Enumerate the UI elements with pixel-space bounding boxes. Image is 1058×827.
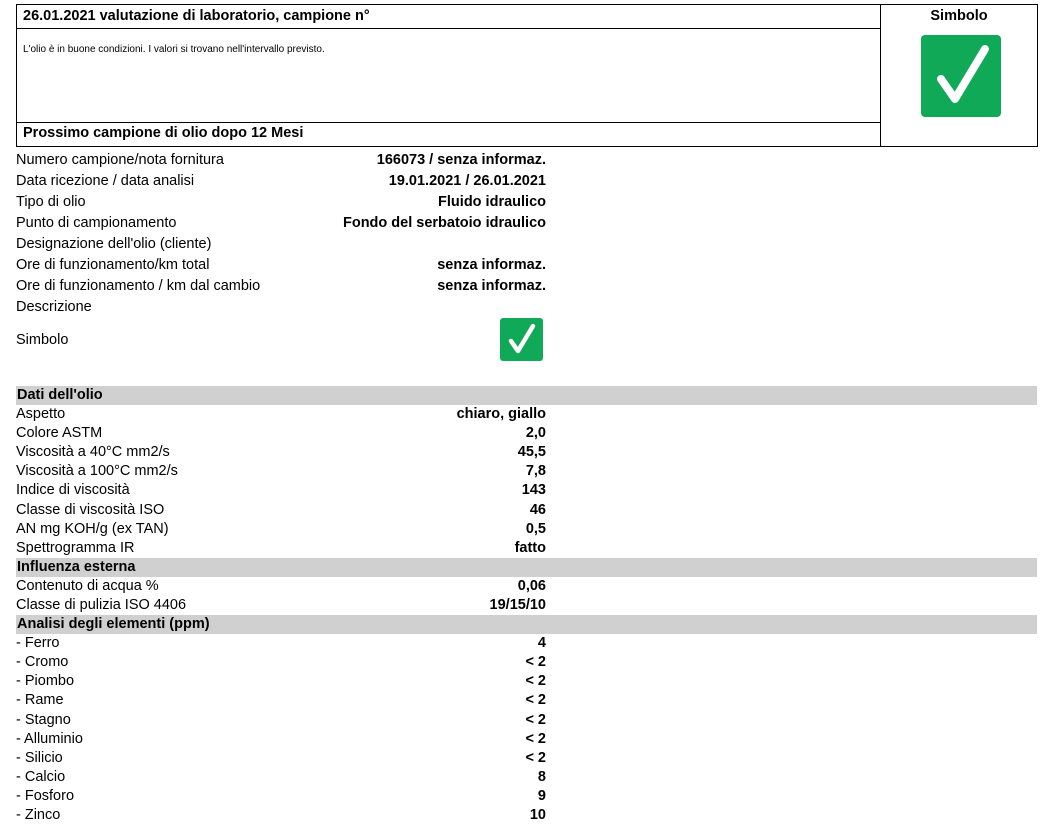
row-value: 10 xyxy=(529,807,546,823)
table-row xyxy=(16,577,546,596)
info-label: Simbolo xyxy=(16,332,69,348)
row-value: 143 xyxy=(521,482,546,498)
table-row xyxy=(16,711,546,730)
info-label: Ore di funzionamento/km total xyxy=(16,257,210,273)
info-label: Numero campione/nota fornitura xyxy=(16,152,224,168)
symbol-panel xyxy=(880,4,1038,147)
green-checkmark-icon xyxy=(921,35,1001,117)
info-label: Designazione dell'olio (cliente) xyxy=(16,236,212,252)
row-label: - Stagno xyxy=(16,712,71,728)
table-row xyxy=(16,787,546,806)
info-value: 166073 / senza informaz. xyxy=(376,152,546,168)
row-value: 2,0 xyxy=(525,425,546,441)
row-value: < 2 xyxy=(525,750,546,766)
row-label: Indice di viscosità xyxy=(16,482,130,498)
row-label: - Alluminio xyxy=(16,731,83,747)
table-row xyxy=(16,806,546,825)
row-value: 8 xyxy=(537,769,546,785)
row-label: - Cromo xyxy=(16,654,69,670)
row-value: < 2 xyxy=(525,712,546,728)
row-label: - Silicio xyxy=(16,750,63,766)
info-value: senza informaz. xyxy=(437,257,546,273)
info-row-sampling-point xyxy=(16,215,546,236)
table-row xyxy=(16,634,546,653)
table-row xyxy=(16,424,546,443)
row-label: AN mg KOH/g (ex TAN) xyxy=(16,521,169,537)
row-label: - Piombo xyxy=(16,673,75,689)
table-row xyxy=(16,501,546,520)
info-row-description xyxy=(16,299,546,320)
row-value: chiaro, giallo xyxy=(456,406,546,422)
assessment-message: L'olio è in buone condizioni. I valori si trovano nell'intervallo previsto. xyxy=(16,28,881,124)
row-value: 7,8 xyxy=(525,463,546,479)
table-row xyxy=(16,539,546,558)
row-value: < 2 xyxy=(525,673,546,689)
table-row xyxy=(16,520,546,539)
row-value: 4 xyxy=(537,635,546,651)
row-value: 0,06 xyxy=(517,578,546,594)
table-row xyxy=(16,462,546,481)
info-label: Descrizione xyxy=(16,299,92,315)
symbol-title: Simbolo xyxy=(930,8,988,24)
info-label: Ore di funzionamento / km dal cambio xyxy=(16,278,261,294)
report-title: 26.01.2021 valutazione di laboratorio, campione n° xyxy=(16,4,881,29)
row-label: - Rame xyxy=(16,692,64,708)
row-label: Spettrogramma IR xyxy=(16,540,135,556)
row-value: fatto xyxy=(514,540,546,556)
table-row xyxy=(16,749,546,768)
section-header-oil-data: Dati dell'olio xyxy=(16,386,1037,405)
row-label: Aspetto xyxy=(16,406,66,422)
table-row xyxy=(16,596,546,615)
info-label: Punto di campionamento xyxy=(16,215,177,231)
row-value: < 2 xyxy=(525,692,546,708)
row-value: 0,5 xyxy=(525,521,546,537)
row-label: Classe di pulizia ISO 4406 xyxy=(16,597,187,613)
next-sample-note: Prossimo campione di olio dopo 12 Mesi xyxy=(16,122,881,147)
row-label: - Zinco xyxy=(16,807,61,823)
info-row-hours-since-change xyxy=(16,278,546,299)
table-row xyxy=(16,691,546,710)
info-row-sample-number xyxy=(16,152,546,173)
info-row-symbol xyxy=(16,332,546,353)
row-label: - Ferro xyxy=(16,635,60,651)
info-row-oil-designation xyxy=(16,236,546,257)
row-label: Classe di viscosità ISO xyxy=(16,502,165,518)
table-row xyxy=(16,443,546,462)
row-label: Viscosità a 40°C mm2/s xyxy=(16,444,170,460)
table-row xyxy=(16,405,546,424)
table-row xyxy=(16,730,546,749)
info-value: Fondo del serbatoio idraulico xyxy=(342,215,546,231)
info-value: Fluido idraulico xyxy=(438,194,546,210)
info-label: Data ricezione / data analisi xyxy=(16,173,195,189)
row-value: < 2 xyxy=(525,731,546,747)
row-value: 45,5 xyxy=(517,444,546,460)
info-row-oil-type xyxy=(16,194,546,215)
info-value: senza informaz. xyxy=(437,278,546,294)
row-label: Viscosità a 100°C mm2/s xyxy=(16,463,178,479)
section-header-external-influence: Influenza esterna xyxy=(16,558,1037,577)
row-value: 9 xyxy=(537,788,546,804)
green-checkmark-icon xyxy=(500,318,543,361)
table-row xyxy=(16,653,546,672)
row-value: < 2 xyxy=(525,654,546,670)
table-row xyxy=(16,768,546,787)
row-value: 46 xyxy=(529,502,546,518)
info-value: 19.01.2021 / 26.01.2021 xyxy=(388,173,546,189)
info-label: Tipo di olio xyxy=(16,194,86,210)
table-row xyxy=(16,672,546,691)
row-label: - Calcio xyxy=(16,769,66,785)
row-label: Colore ASTM xyxy=(16,425,103,441)
table-row xyxy=(16,481,546,500)
row-value: 19/15/10 xyxy=(489,597,546,613)
row-label: Contenuto di acqua % xyxy=(16,578,159,594)
info-row-dates xyxy=(16,173,546,194)
section-header-element-analysis: Analisi degli elementi (ppm) xyxy=(16,615,1037,634)
info-row-hours-total xyxy=(16,257,546,278)
row-label: - Fosforo xyxy=(16,788,75,804)
